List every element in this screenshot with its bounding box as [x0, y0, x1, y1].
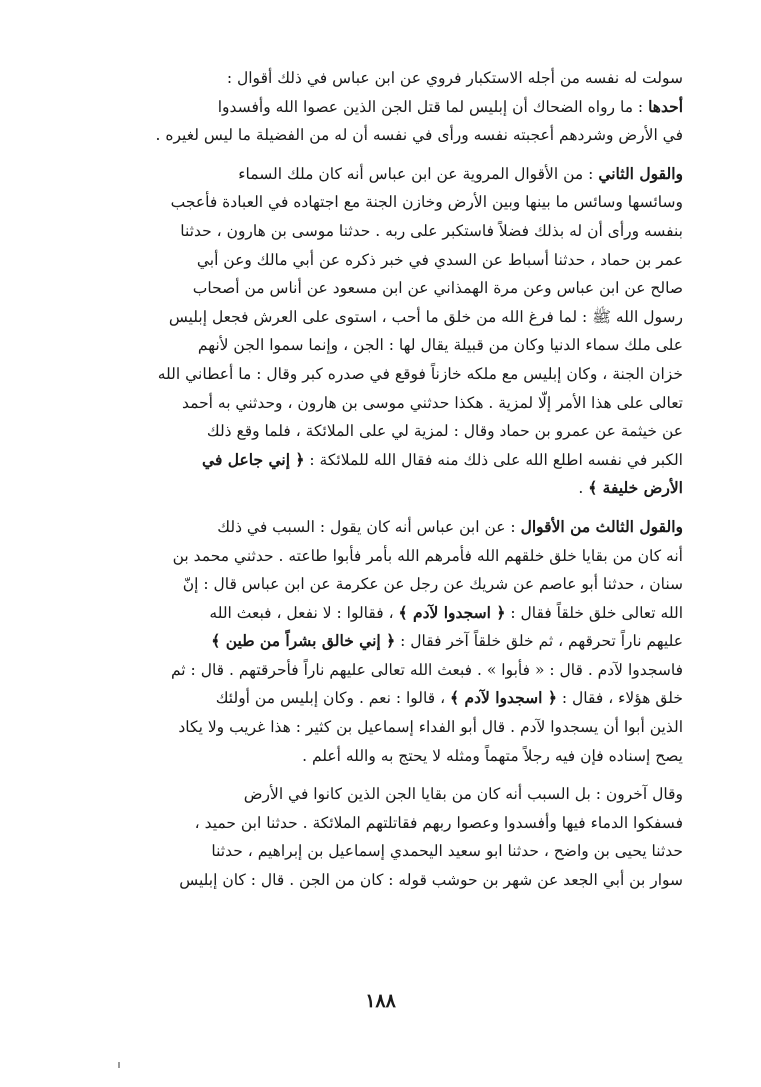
text-segment: عليهم ناراً تحرقهم ، ثم خلق خلقاً آخر فقال :: [395, 632, 683, 651]
paragraph-gap: [84, 150, 683, 160]
text-segment: فاسجدوا لآدم . قال : « فأبوا » . فبعث الله تعالى عليهم ناراً فأحرقتهم . قال : ثم: [170, 660, 683, 679]
text-line: [84, 64, 683, 93]
text-line: [84, 570, 683, 599]
text-segment: في الأرض وشردهم أعجبته نفسه ورأى في نفسه أن له من الفضيلة ما ليس لغيره .: [155, 126, 683, 145]
text-segment: .: [578, 479, 589, 498]
text-segment: أنه كان من بقايا خلق خلقهم الله فأمرهم الله بأمر فأبوا طاعته . حدثني محمد بن: [172, 546, 683, 565]
text-segment: فسفكوا الدماء فيها وأفسدوا وعصوا ربهم فقاتلتهم الملائكة . حدثنا ابن حميد ،: [194, 813, 683, 832]
text-segment: عن خيثمة عن عمرو بن حماد وقال : لمزية لي على الملائكة ، فلما وقع ذلك: [206, 422, 683, 441]
text-line: [84, 331, 683, 360]
text-line: [84, 627, 683, 656]
bold-segment: ﴿ إني جاعل في: [202, 449, 305, 469]
text-segment: : عن ابن عباس أنه كان يقول : السبب في ذلك: [217, 517, 521, 536]
text-segment: ، قالوا : نعم . وكان إبليس من أولئك: [215, 689, 451, 708]
text-segment: الكبر في نفسه اطلع الله على ذلك منه فقال الله للملائكة :: [304, 450, 683, 469]
text-line: [84, 513, 683, 542]
bold-segment: والقول الثالث من الأقوال: [520, 516, 683, 536]
text-segment: الذين أبوا أن يسجدوا لآدم . قال أبو الفداء إسماعيل بن كثير : هذا غريب ولا يكاد: [178, 718, 683, 737]
text-line: [84, 121, 683, 150]
text-line: [84, 446, 683, 475]
text-line: [84, 656, 683, 685]
scan-speck: [118, 1062, 120, 1068]
text-segment: صالح عن ابن عباس وعن مرة الهمذاني عن ابن مسعود عن أناس من أصحاب: [192, 279, 683, 298]
text-segment: يصح إسناده فإن فيه رجلاً متهماً ومثله لا يحتج به والله أعلم .: [302, 746, 683, 765]
paragraph-gap: [84, 770, 683, 780]
text-line: [84, 599, 683, 628]
text-body: [84, 64, 683, 895]
text-line: [84, 742, 683, 771]
text-segment: رسول الله ﷺ : لما فرغ الله من خلق ما أحب ، استوى على العرش فجعل إبليس: [168, 307, 683, 326]
text-segment: وقال آخرون : بل السبب أنه كان من بقايا الجن الذين كانوا في الأرض: [243, 785, 683, 804]
text-segment: : ما رواه الضحاك أن إبليس لما قتل الجن الذين عصوا الله وأفسدوا: [217, 97, 649, 116]
bold-segment: ﴿ اسجدوا لآدم ﴾: [398, 602, 506, 622]
text-segment: على ملك سماء الدنيا وكان من قبيلة يقال لها : الجن ، وإنما سموا الجن لأنهم: [197, 336, 683, 355]
page-number: ١٨٨: [365, 990, 396, 1012]
text-segment: تعالى على هذا الأمر إلّا لمزية . هكذا حدثني موسى بن هارون ، وحدثني به أحمد: [181, 393, 683, 412]
text-segment: خلق هؤلاء ، فقال :: [556, 689, 683, 708]
text-segment: حدثنا يحيى بن واضح ، حدثنا ابو سعيد اليحمدي إسماعيل بن إبراهيم ، حدثنا: [211, 842, 683, 861]
text-segment: سنان ، حدثنا أبو عاصم عن شريك عن رجل عن عكرمة عن ابن عباس قال : إنّ: [182, 575, 683, 594]
text-line: [84, 780, 683, 809]
text-line: [84, 217, 683, 246]
text-line: [84, 246, 683, 275]
bold-segment: ﴿ إني خالق بشراً من طين ﴾: [211, 631, 396, 651]
text-line: [84, 713, 683, 742]
bold-segment: أحدها: [648, 96, 683, 116]
text-segment: بنفسه ورأى أن له بذلك فضلاً فاستكبر على ربه . حدثنا موسى بن هارون ، حدثنا: [180, 221, 683, 240]
text-segment: سوار بن أبي الجعد عن شهر بن حوشب قوله : كان من الجن . قال : كان إبليس: [179, 871, 683, 890]
text-line: [84, 360, 683, 389]
text-line: [84, 160, 683, 189]
text-line: [84, 809, 683, 838]
text-line: [84, 389, 683, 418]
bold-segment: ﴿ اسجدوا لآدم ﴾: [450, 688, 557, 708]
text-line: [84, 866, 683, 895]
text-line: [84, 837, 683, 866]
text-line: [84, 684, 683, 713]
text-line: [84, 93, 683, 122]
text-line: [84, 417, 683, 446]
text-segment: سولت له نفسه من أجله الاستكبار فروي عن ابن عباس في ذلك أقوال :: [226, 69, 683, 87]
text-segment: وسائسها وسائس ما بينها وبين الأرض وخازن الجنة مع اجتهاده في العبادة فأعجب: [170, 193, 683, 212]
text-segment: : من الأقوال المروية عن ابن عباس أنه كان ملك السماء: [238, 164, 599, 183]
text-segment: ، فقالوا : لا نفعل ، فبعث الله: [209, 603, 399, 622]
text-line: [84, 188, 683, 217]
text-segment: خزان الجنة ، وكان إبليس مع ملكه خازناً فوقع في صدره كبر وقال : ما أعطاني الله: [157, 364, 683, 383]
paragraph-gap: [84, 503, 683, 513]
bold-segment: والقول الثاني: [598, 163, 683, 183]
text-line: [84, 274, 683, 303]
text-segment: عمر بن حماد ، حدثنا أسباط عن السدي في خبر ذكره عن أبي مالك وعن أبي: [196, 250, 683, 269]
text-segment: الله تعالى خلق خلقاً فقال :: [505, 603, 683, 622]
bold-segment: الأرض خليفة ﴾: [588, 478, 683, 498]
text-line: [84, 542, 683, 571]
text-line: [84, 474, 683, 503]
text-line: [84, 303, 683, 332]
